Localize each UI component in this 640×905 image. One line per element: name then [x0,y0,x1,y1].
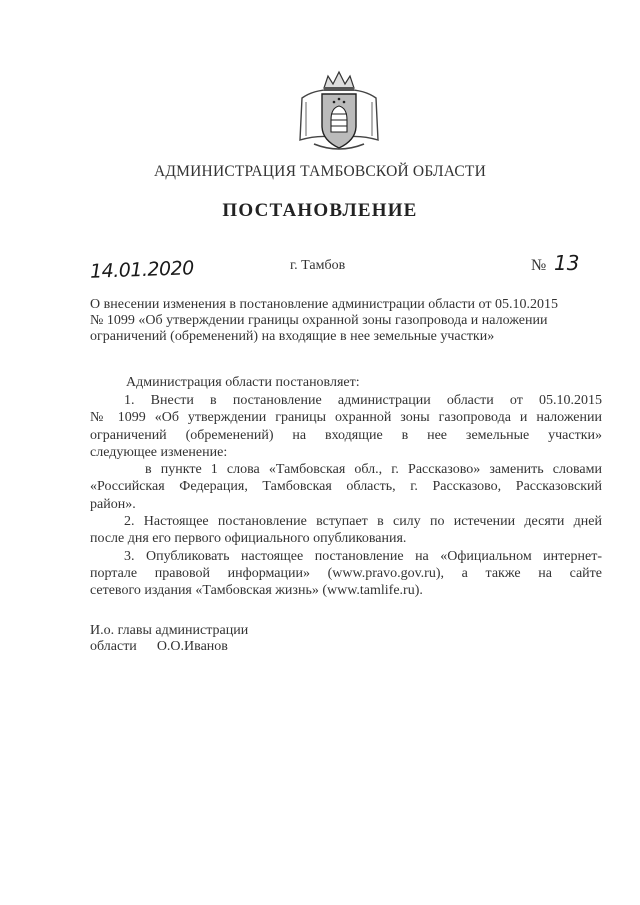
body-line: ограничений (обременений) на входящие в нее земельные участки» [90,427,602,443]
tambov-coat-of-arms-icon [296,68,382,156]
body-line: 2. Настоящее постановление вступает в силу по истечении десяти дней [124,514,602,530]
body-line: «Российская Федерация, Тамбовская область, г. Рассказово, Рассказовский [90,479,602,495]
body-line: следующее изменение: [90,444,228,460]
body-line: район». [90,496,136,512]
organization-name: АДМИНИСТРАЦИЯ ТАМБОВСКОЙ ОБЛАСТИ [154,163,486,180]
document-date: 14.01.2020 [89,257,195,283]
body-line: 1. Внести в постановление администрации области от 05.10.2015 [124,393,602,408]
document-body [90,392,602,600]
body-line: в пункте 1 слова «Тамбовская обл., г. Рассказово» заменить словами [145,462,602,478]
signatory-name: О.О.Иванов [156,639,228,654]
subject-line: № 1099 «Об утверждении границы охранной зоны газопровода и наложении [90,313,548,328]
body-line: портале правовой информации» (www.pravo.gov.ru), а также на сайте [90,565,602,581]
signatory-title-cont: области [90,639,137,654]
document-type: ПОСТАНОВЛЕНИЕ [222,200,418,221]
document-number: 13 [554,251,580,275]
body-line: после дня его первого официального опубликования. [90,531,407,547]
body-line: 3. Опубликовать настоящее постановление на «Официальном интернет- [124,548,602,564]
preamble: Администрация области постановляет: [126,375,360,390]
signature-block [90,623,248,655]
signatory-title: И.о. главы администрации [90,623,249,638]
document-subject [90,297,610,345]
number-label: № [531,257,547,274]
body-line: сетевого издания «Тамбовская жизнь» (www.tamlife.ru). [90,583,423,599]
subject-line: ограничений (обременений) на входящие в нее земельные участки» [90,329,495,344]
subject-line: О внесении изменения в постановление администрации области от 05.10.2015 [90,297,558,312]
body-line: № 1099 «Об утверждении границы охранной зоны газопровода и наложении [90,410,602,426]
document-city: г. Тамбов [290,258,346,273]
